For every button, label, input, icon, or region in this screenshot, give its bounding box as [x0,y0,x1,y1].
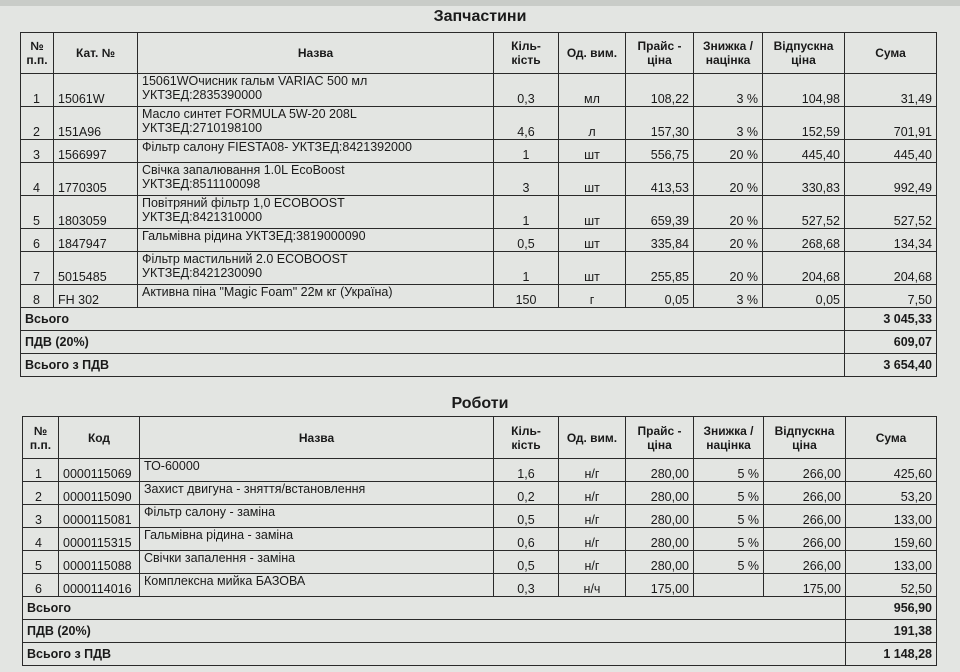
total-value: 956,90 [846,597,937,620]
total-label: Всього [21,308,845,331]
col-header-name: Назва [140,417,494,459]
row-discount: 20 % [694,196,763,229]
row-sum: 31,49 [845,74,937,107]
row-unit: л [559,107,626,140]
grand-total-label: Всього з ПДВ [23,643,846,666]
works-section-title: Роботи [451,395,509,412]
row-sum: 204,68 [845,252,937,285]
col-header-unit: Од. вим. [559,33,626,74]
col-header-no: № п.п. [21,33,54,74]
row-discount: 5 % [694,528,764,551]
works-vat-row [23,620,937,643]
table-row [23,574,937,597]
row-code: 5015485 [54,252,138,285]
row-unit: шт [559,252,626,285]
row-net-price: 266,00 [764,482,846,505]
col-header-sum: Сума [845,33,937,74]
row-number: 7 [21,252,54,285]
row-number: 8 [21,285,54,308]
row-name: Гальмівна рідина - заміна [140,528,494,551]
row-qty: 1 [494,196,559,229]
table-row [21,229,937,252]
top-edge [0,0,960,6]
col-header-price: Прайс - ціна [626,33,694,74]
row-qty: 1,6 [494,459,559,482]
row-name: Фільтр салону - заміна [140,505,494,528]
row-qty: 4,6 [494,107,559,140]
row-sum: 701,91 [845,107,937,140]
col-header-price: Прайс - ціна [626,417,694,459]
works-total-row [23,597,937,620]
row-net-price: 266,00 [764,551,846,574]
row-discount: 5 % [694,505,764,528]
row-discount: 5 % [694,459,764,482]
row-price: 280,00 [626,505,694,528]
row-name: Активна піна "Magic Foam" 22м кг (Україна) [138,285,494,308]
row-net-price: 104,98 [763,74,845,107]
parts-total-row [21,308,937,331]
row-unit: н/г [559,482,626,505]
row-name: Свічка запалювання 1.0L EcoBoost УКТЗЕД:8511100098 [138,163,494,196]
row-code: 0000115315 [59,528,140,551]
row-discount [694,574,764,597]
row-code: 0000115090 [59,482,140,505]
table-row [21,196,937,229]
parts-grand-total-row [21,354,937,377]
row-price: 413,53 [626,163,694,196]
row-code: 1803059 [54,196,138,229]
row-number: 6 [21,229,54,252]
total-label: Всього [23,597,846,620]
row-sum: 159,60 [846,528,937,551]
row-qty: 0,3 [494,574,559,597]
row-price: 659,39 [626,196,694,229]
row-number: 2 [23,482,59,505]
row-price: 280,00 [626,482,694,505]
row-net-price: 268,68 [763,229,845,252]
row-price: 280,00 [626,551,694,574]
row-name: Фільтр салону FIESTA08- УКТЗЕД:8421392000 [138,140,494,163]
row-code: 0000115081 [59,505,140,528]
row-discount: 20 % [694,252,763,285]
col-header-discount: Знижка / націнка [694,33,763,74]
row-sum: 134,34 [845,229,937,252]
row-name: Фільтр мастильний 2.0 ECOBOOST УКТЗЕД:8421230090 [138,252,494,285]
row-name: Захист двигуна - зняття/встановлення [140,482,494,505]
row-unit: н/г [559,505,626,528]
col-header-code: Код [59,417,140,459]
row-net-price: 152,59 [763,107,845,140]
row-unit: н/г [559,459,626,482]
row-code: 1770305 [54,163,138,196]
row-qty: 0,5 [494,229,559,252]
row-qty: 3 [494,163,559,196]
table-row [23,528,937,551]
row-sum: 133,00 [846,551,937,574]
row-sum: 527,52 [845,196,937,229]
row-unit: н/г [559,528,626,551]
row-sum: 425,60 [846,459,937,482]
col-header-discount: Знижка / націнка [694,417,764,459]
col-header-unit: Од. вим. [559,417,626,459]
col-header-net-price: Відпускна ціна [764,417,846,459]
row-qty: 0,5 [494,505,559,528]
row-number: 5 [21,196,54,229]
grand-total-value: 1 148,28 [846,643,937,666]
row-code: 1566997 [54,140,138,163]
row-net-price: 330,83 [763,163,845,196]
row-qty: 0,5 [494,551,559,574]
row-price: 0,05 [626,285,694,308]
row-number: 3 [23,505,59,528]
table-row [23,482,937,505]
vat-label: ПДВ (20%) [23,620,846,643]
row-number: 1 [21,74,54,107]
parts-table [20,32,937,377]
row-number: 2 [21,107,54,140]
row-discount: 3 % [694,107,763,140]
row-code: 0000115069 [59,459,140,482]
row-name: Гальмівна рідина УКТЗЕД:3819000090 [138,229,494,252]
parts-section-title: Запчастини [433,8,527,25]
row-sum: 992,49 [845,163,937,196]
row-number: 1 [23,459,59,482]
vat-value: 191,38 [846,620,937,643]
row-name: 15061WОчисник гальм VARIAC 500 мл УКТЗЕД:2835390000 [138,74,494,107]
row-number: 3 [21,140,54,163]
row-net-price: 204,68 [763,252,845,285]
row-unit: шт [559,229,626,252]
table-row [21,252,937,285]
col-header-sum: Сума [846,417,937,459]
row-net-price: 175,00 [764,574,846,597]
row-unit: н/г [559,551,626,574]
row-price: 157,30 [626,107,694,140]
row-number: 4 [21,163,54,196]
row-sum: 133,00 [846,505,937,528]
row-price: 280,00 [626,528,694,551]
row-net-price: 266,00 [764,505,846,528]
row-code: 0000114016 [59,574,140,597]
row-price: 280,00 [626,459,694,482]
row-discount: 20 % [694,140,763,163]
row-price: 556,75 [626,140,694,163]
table-row [21,285,937,308]
row-name: Свічки запалення - заміна [140,551,494,574]
row-qty: 1 [494,252,559,285]
vat-label: ПДВ (20%) [21,331,845,354]
row-unit: г [559,285,626,308]
row-unit: шт [559,163,626,196]
row-qty: 150 [494,285,559,308]
works-table [22,416,937,666]
row-sum: 52,50 [846,574,937,597]
row-price: 255,85 [626,252,694,285]
row-number: 4 [23,528,59,551]
row-sum: 7,50 [845,285,937,308]
grand-total-label: Всього з ПДВ [21,354,845,377]
row-net-price: 266,00 [764,459,846,482]
row-number: 6 [23,574,59,597]
row-number: 5 [23,551,59,574]
col-header-code: Кат. № [54,33,138,74]
row-unit: шт [559,196,626,229]
row-code: FH 302 [54,285,138,308]
row-qty: 0,3 [494,74,559,107]
vat-value: 609,07 [845,331,937,354]
col-header-qty: Кіль-кість [494,417,559,459]
row-name: Комплексна мийка БАЗОВА [140,574,494,597]
works-header-row [23,417,937,459]
row-code: 151A96 [54,107,138,140]
row-discount: 20 % [694,163,763,196]
row-sum: 53,20 [846,482,937,505]
row-qty: 0,2 [494,482,559,505]
parts-header-row [21,33,937,74]
row-price: 335,84 [626,229,694,252]
col-header-net-price: Відпускна ціна [763,33,845,74]
row-name: ТО-60000 [140,459,494,482]
row-price: 108,22 [626,74,694,107]
row-code: 0000115088 [59,551,140,574]
works-grand-total-row [23,643,937,666]
row-unit: мл [559,74,626,107]
row-net-price: 527,52 [763,196,845,229]
row-sum: 445,40 [845,140,937,163]
col-header-name: Назва [138,33,494,74]
row-net-price: 445,40 [763,140,845,163]
col-header-qty: Кіль-кість [494,33,559,74]
row-discount: 5 % [694,551,764,574]
table-row [23,505,937,528]
table-row [23,551,937,574]
total-value: 3 045,33 [845,308,937,331]
col-header-no: № п.п. [23,417,59,459]
row-unit: шт [559,140,626,163]
row-discount: 3 % [694,74,763,107]
table-row [21,107,937,140]
table-row [21,74,937,107]
row-name: Повітряний фільтр 1,0 ECOBOOST УКТЗЕД:8421310000 [138,196,494,229]
row-discount: 20 % [694,229,763,252]
parts-vat-row [21,331,937,354]
row-qty: 0,6 [494,528,559,551]
row-code: 15061W [54,74,138,107]
row-discount: 5 % [694,482,764,505]
grand-total-value: 3 654,40 [845,354,937,377]
row-price: 175,00 [626,574,694,597]
row-code: 1847947 [54,229,138,252]
table-row [21,163,937,196]
row-net-price: 266,00 [764,528,846,551]
row-qty: 1 [494,140,559,163]
row-net-price: 0,05 [763,285,845,308]
row-name: Масло синтет FORMULA 5W-20 208L УКТЗЕД:2710198100 [138,107,494,140]
table-row [23,459,937,482]
row-discount: 3 % [694,285,763,308]
row-unit: н/ч [559,574,626,597]
table-row [21,140,937,163]
